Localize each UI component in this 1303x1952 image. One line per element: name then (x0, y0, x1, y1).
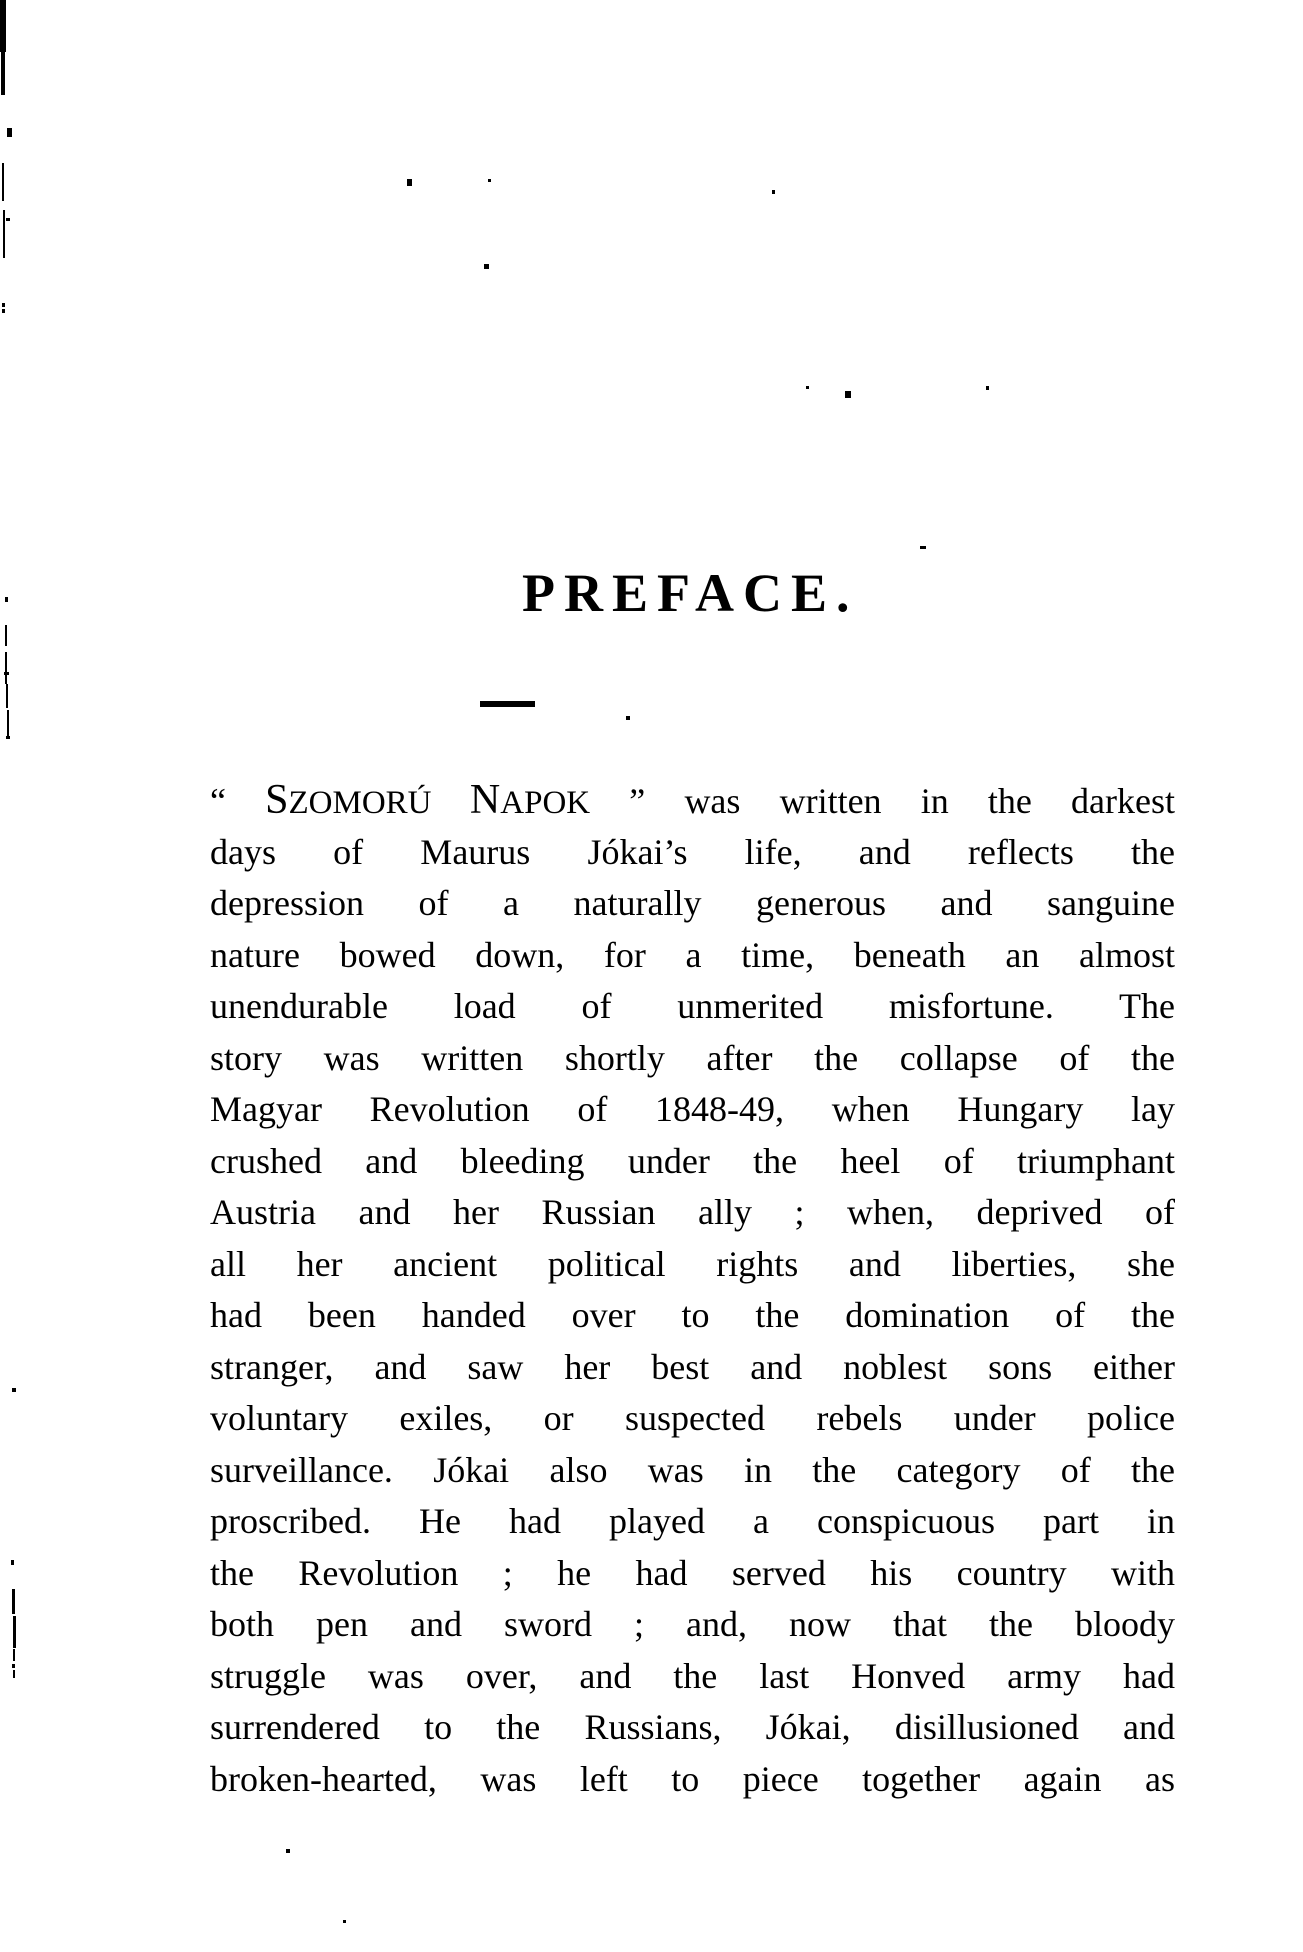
scan-speck (986, 386, 989, 390)
scan-artifact (6, 736, 10, 739)
scan-artifact (13, 1649, 15, 1661)
open-quote: “ (210, 781, 266, 821)
scan-artifact (2, 303, 5, 307)
scan-speck (920, 546, 926, 549)
scan-artifact (13, 1616, 16, 1648)
paragraph-line: proscribed. He had played a conspicuous part in (210, 1501, 1175, 1541)
paragraph-line: struggle was over, and the last Honved army had (210, 1655, 1175, 1696)
paragraph-line: story was written shortly after the collapse of the (210, 1037, 1175, 1078)
scan-artifact (5, 652, 7, 684)
close-quote: ” (590, 781, 685, 821)
scan-artifact (11, 1560, 14, 1565)
paragraph-line: Magyar Revolution of 1848-49, when Hungary lay (210, 1089, 1175, 1129)
smallcaps-rest: ZOMORÚ (288, 785, 470, 821)
scan-speck (484, 264, 489, 269)
smallcaps-initial: S (265, 777, 289, 823)
scan-speck (845, 391, 851, 398)
paragraph-line: days of Maurus Jókai’s life, and reflects the (210, 831, 1175, 872)
scan-speck (806, 386, 809, 389)
paragraph-line-first (210, 775, 1175, 827)
scan-speck (286, 1849, 290, 1853)
line-text: was written in the darkest (684, 781, 1175, 821)
smallcaps-rest: APOK (500, 785, 591, 821)
scan-artifact (12, 1589, 15, 1614)
paragraph-line: the Revolution ; he had served his country with (210, 1552, 1175, 1593)
scan-artifact (12, 1664, 15, 1668)
paragraph-line: Austria and her Russian ally ; when, deprived of (210, 1192, 1175, 1232)
scan-speck (407, 179, 412, 186)
preface-paragraph (210, 775, 1175, 1805)
scan-artifact (6, 218, 10, 221)
scan-artifact (7, 128, 12, 137)
paragraph-line: crushed and bleeding under the heel of triumphant (210, 1140, 1175, 1181)
scan-artifact (6, 684, 8, 708)
paragraph-line: voluntary exiles, or suspected rebels under police (210, 1398, 1175, 1438)
scan-artifact (2, 163, 4, 201)
scan-artifact (5, 597, 8, 602)
scan-artifact (12, 1388, 16, 1392)
scan-artifact (7, 710, 9, 738)
scan-artifact (3, 210, 5, 258)
paragraph-line: unendurable load of unmerited misfortune. The (210, 986, 1175, 1026)
paragraph-line: both pen and sword ; and, now that the bloody (210, 1604, 1175, 1644)
scan-artifact (5, 625, 7, 646)
paragraph-line: had been handed over to the domination of the (210, 1295, 1175, 1335)
scan-artifact (4, 672, 9, 675)
paragraph-line: depression of a naturally generous and sanguine (210, 883, 1175, 923)
scan-artifact (2, 309, 5, 313)
paragraph-line: nature bowed down, for a time, beneath an almost (210, 934, 1175, 975)
scan-artifact (1, 40, 5, 95)
smallcaps-initial: N (469, 777, 501, 823)
scan-speck (343, 1920, 346, 1923)
paragraph-line: surveillance. Jókai also was in the category of the (210, 1449, 1175, 1490)
page-title: PREFACE. (522, 563, 859, 623)
scan-speck (772, 190, 775, 194)
paragraph-line: all her ancient political rights and liberties, she (210, 1243, 1175, 1284)
scan-speck (488, 179, 491, 182)
paragraph-line: surrendered to the Russians, Jókai, disillusioned and (210, 1707, 1175, 1747)
title-divider (480, 701, 535, 707)
paragraph-line: stranger, and saw her best and noblest sons either (210, 1346, 1175, 1387)
paragraph-line: broken-hearted, was left to piece together again as (210, 1758, 1175, 1799)
scan-artifact (13, 1670, 15, 1678)
scan-speck (626, 716, 630, 720)
